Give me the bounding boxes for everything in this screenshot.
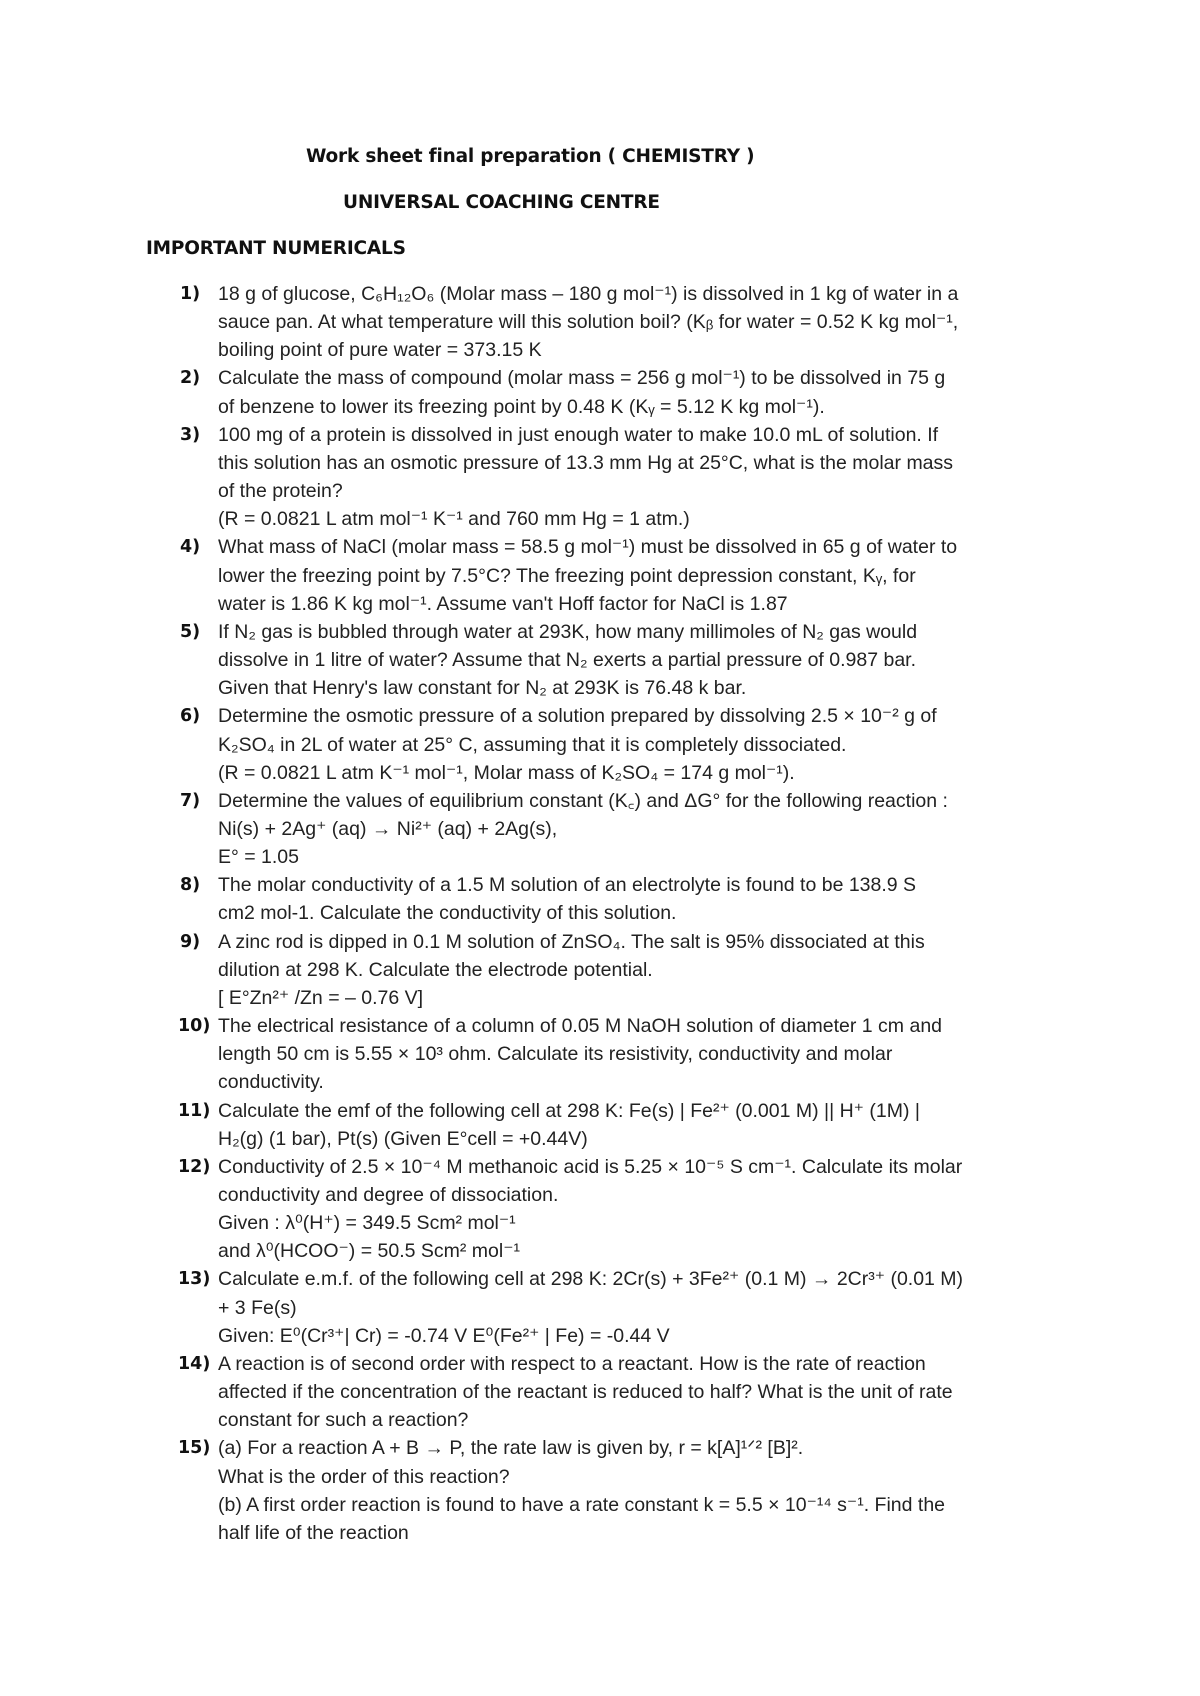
question-item xyxy=(180,280,1080,364)
question-item xyxy=(180,1012,1080,1096)
question-number: 12) xyxy=(178,1156,211,1177)
question-text-line: K₂SO₄ in 2L of water at 25° C, assuming that it is completely dissociated. xyxy=(218,733,847,756)
question-text-line: affected if the concentration of the reactant is reduced to half? What is the unit of rate xyxy=(218,1381,953,1404)
question-text-line: half life of the reaction xyxy=(218,1521,409,1544)
question-number: 8) xyxy=(180,875,201,896)
question-text-line: dilution at 298 K. Calculate the electrode potential. xyxy=(218,958,653,981)
question-text-line: dissolve in 1 litre of water? Assume that N₂ exerts a partial pressure of 0.987 bar. xyxy=(218,649,917,672)
question-number: 2) xyxy=(180,368,201,389)
question-number: 1) xyxy=(180,284,201,304)
question-item xyxy=(180,1153,1080,1266)
question-text-line: A reaction is of second order with respect to a reactant. How is the rate of reaction xyxy=(218,1352,926,1375)
question-text-line: The electrical resistance of a column of 0.05 M NaOH solution of diameter 1 cm and xyxy=(218,1015,943,1038)
question-item xyxy=(180,421,1080,534)
question-text-line: Conductivity of 2.5 × 10⁻⁴ M methanoic acid is 5.25 × 10⁻⁵ S cm⁻¹. Calculate its molar xyxy=(218,1155,963,1178)
question-text-line: Ni(s) + 2Ag⁺ (aq) → Ni²⁺ (aq) + 2Ag(s), xyxy=(218,817,558,840)
question-text-line: + 3 Fe(s) xyxy=(218,1296,297,1319)
question-text-line: lower the freezing point by 7.5°C? The freezing point depression constant, Kᵧ, for xyxy=(218,564,916,587)
question-item xyxy=(180,1434,1080,1547)
question-number: 6) xyxy=(180,706,201,727)
question-item xyxy=(180,928,1080,1012)
question-text-line: conductivity and degree of dissociation. xyxy=(218,1184,559,1206)
question-item xyxy=(180,702,1080,786)
question-text-line: Calculate the emf of the following cell at 298 K: Fe(s) | Fe²⁺ (0.001 M) || H⁺ (1M) | xyxy=(218,1099,920,1122)
question-text-line: (R = 0.0821 L atm mol⁻¹ K⁻¹ and 760 mm Hg = 1 atm.) xyxy=(218,508,690,531)
question-text-line: What is the order of this reaction? xyxy=(218,1465,510,1488)
question-text-line: and λ⁰(HCOO⁻) = 50.5 Scm² mol⁻¹ xyxy=(218,1240,521,1263)
section-heading: IMPORTANT NUMERICALS xyxy=(146,238,406,259)
question-text-line: water is 1.86 K kg mol⁻¹. Assume van't Hoff factor for NaCl is 1.87 xyxy=(218,592,788,615)
question-item xyxy=(180,533,1080,617)
question-text-line: this solution has an osmotic pressure of 13.3 mm Hg at 25°C, what is the molar mass xyxy=(218,451,954,474)
worksheet-title: Work sheet final preparation ( CHEMISTRY ) xyxy=(306,146,755,167)
question-text-line: Given : λ⁰(H⁺) = 349.5 Scm² mol⁻¹ xyxy=(218,1212,516,1235)
question-number: 3) xyxy=(180,424,201,445)
question-text-line: What mass of NaCl (molar mass = 58.5 g mol⁻¹) must be dissolved in 65 g of water to xyxy=(218,536,958,559)
question-text-line: cm2 mol-1. Calculate the conductivity of this solution. xyxy=(218,902,677,925)
question-text-line: [ E°Zn²⁺ /Zn = – 0.76 V] xyxy=(218,986,424,1009)
question-number: 7) xyxy=(180,790,201,811)
question-item xyxy=(180,1097,1080,1153)
institute-name: UNIVERSAL COACHING CENTRE xyxy=(343,192,660,213)
question-text-line: constant for such a reaction? xyxy=(218,1409,469,1432)
question-list xyxy=(180,280,1080,1547)
question-text-line: of the protein? xyxy=(218,480,343,503)
question-number: 4) xyxy=(180,537,201,558)
question-item xyxy=(180,364,1080,420)
question-number: 5) xyxy=(180,621,201,642)
question-number: 11) xyxy=(178,1100,211,1121)
question-item xyxy=(180,1350,1080,1434)
question-text-line: 18 g of glucose, C₆H₁₂O₆ (Molar mass – 180 g mol⁻¹) is dissolved in 1 kg of water in a xyxy=(218,283,959,305)
question-text-line: sauce pan. At what temperature will this solution boil? (Kᵦ for water = 0.52 K kg mol⁻¹, xyxy=(218,311,959,334)
question-text-line: If N₂ gas is bubbled through water at 293K, how many millimoles of N₂ gas would xyxy=(218,620,918,643)
question-text-line: Calculate the mass of compound (molar mass = 256 g mol⁻¹) to be dissolved in 75 g xyxy=(218,367,946,390)
question-item xyxy=(180,787,1080,871)
question-text-line: A zinc rod is dipped in 0.1 M solution of ZnSO₄. The salt is 95% dissociated at this xyxy=(218,930,925,953)
question-text-line: 100 mg of a protein is dissolved in just enough water to make 10.0 mL of solution. If xyxy=(218,423,939,446)
question-item xyxy=(180,871,1080,927)
question-number: 10) xyxy=(178,1016,211,1037)
question-item xyxy=(180,1265,1080,1349)
question-number: 14) xyxy=(178,1353,211,1374)
question-text-line: (b) A first order reaction is found to have a rate constant k = 5.5 × 10⁻¹⁴ s⁻¹. Find the xyxy=(218,1493,946,1516)
question-text-line: Calculate e.m.f. of the following cell at 298 K: 2Cr(s) + 3Fe²⁺ (0.1 M) → 2Cr³⁺ (0.01 M) xyxy=(218,1268,964,1291)
question-text-line: length 50 cm is 5.55 × 10³ ohm. Calculate its resistivity, conductivity and molar xyxy=(218,1043,893,1066)
question-text-line: E° = 1.05 xyxy=(218,846,299,869)
question-text-line: H₂(g) (1 bar), Pt(s) (Given E°cell = +0.44V) xyxy=(218,1127,588,1150)
question-text-line: The molar conductivity of a 1.5 M solution of an electrolyte is found to be 138.9 S xyxy=(218,874,917,897)
question-text-line: conductivity. xyxy=(218,1071,324,1094)
question-text-line: Determine the values of equilibrium constant (K꜀) and ΔG° for the following reaction : xyxy=(218,789,948,812)
question-text-line: Given: E⁰(Cr³⁺| Cr) = -0.74 V E⁰(Fe²⁺ | Fe) = -0.44 V xyxy=(218,1324,670,1347)
question-text-line: (R = 0.0821 L atm K⁻¹ mol⁻¹, Molar mass of K₂SO₄ = 174 g mol⁻¹). xyxy=(218,761,795,784)
question-number: 13) xyxy=(178,1269,211,1290)
question-text-line: of benzene to lower its freezing point by 0.48 K (Kᵧ = 5.12 K kg mol⁻¹). xyxy=(218,395,825,418)
question-text-line: (a) For a reaction A + B → P, the rate law is given by, r = k[A]¹ᐟ² [B]². xyxy=(218,1437,804,1460)
question-number: 9) xyxy=(180,931,201,952)
question-item xyxy=(180,618,1080,702)
question-number: 15) xyxy=(178,1438,211,1459)
question-text-line: Determine the osmotic pressure of a solution prepared by dissolving 2.5 × 10⁻² g of xyxy=(218,705,937,728)
question-text-line: Given that Henry's law constant for N₂ at 293K is 76.48 k bar. xyxy=(218,677,747,700)
question-text-line: boiling point of pure water = 373.15 K xyxy=(218,339,542,362)
